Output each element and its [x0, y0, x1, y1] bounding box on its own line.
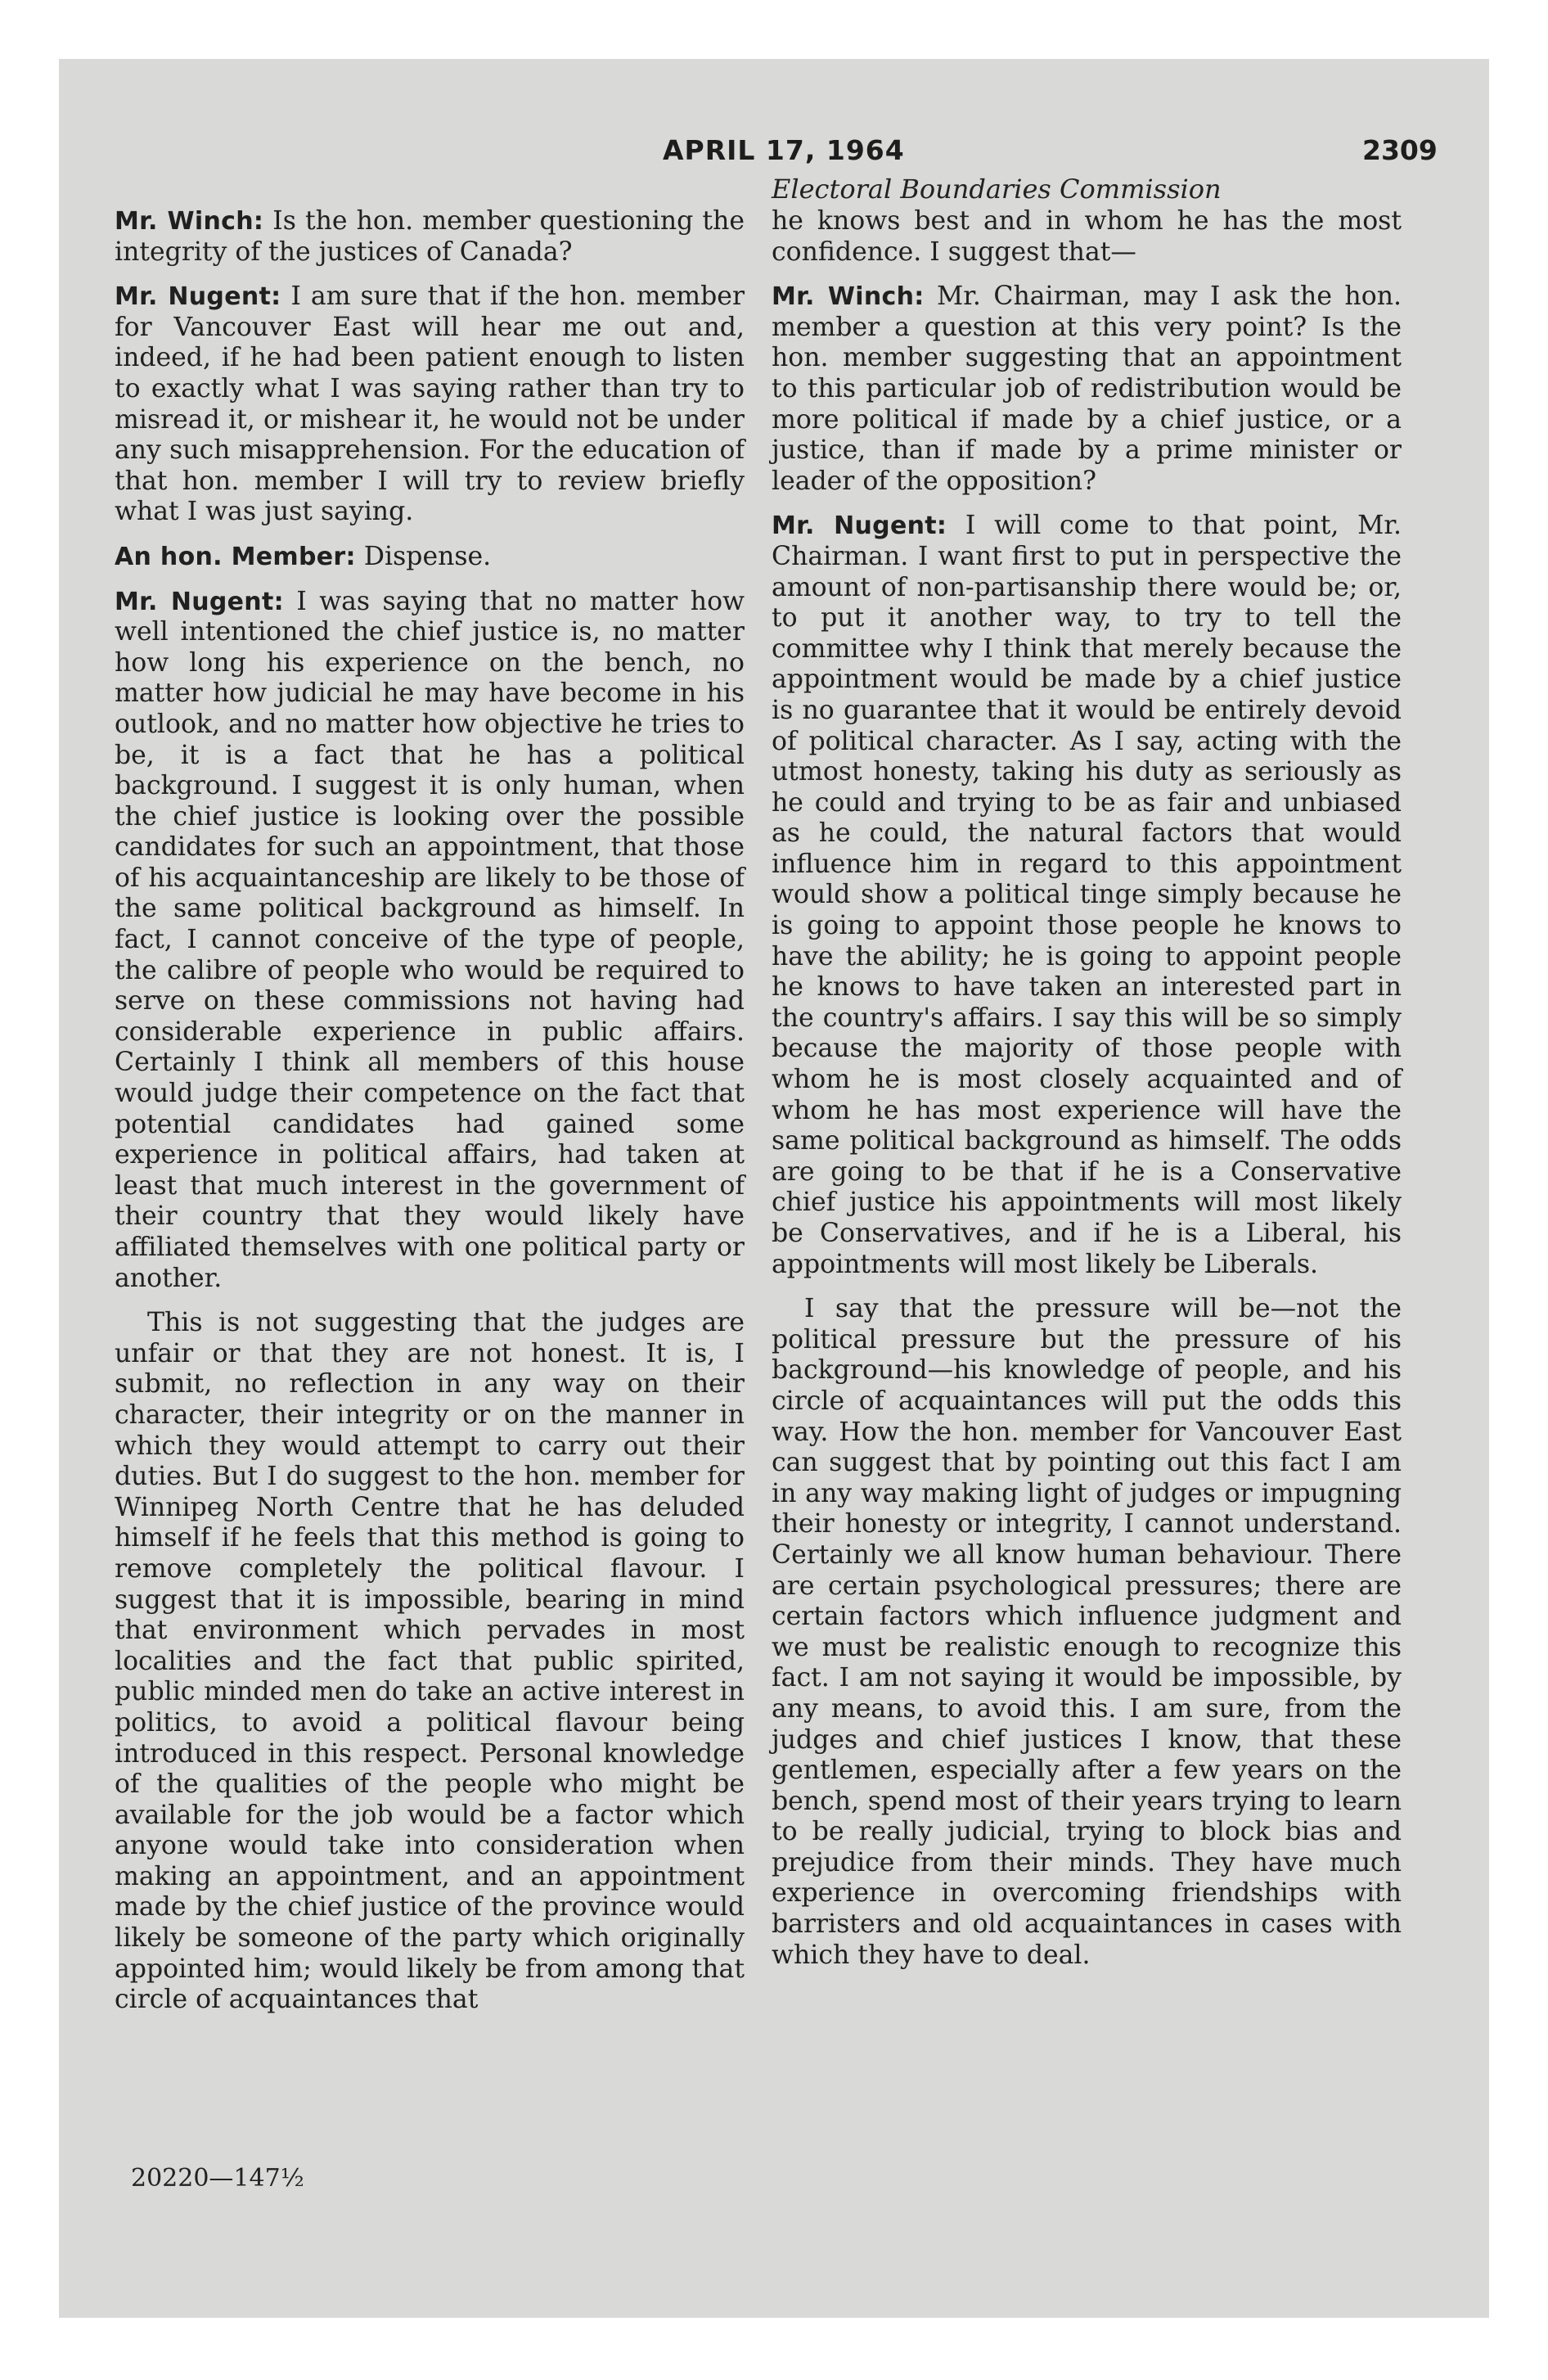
- paragraph: [772, 1294, 1402, 1971]
- paragraph: [115, 542, 745, 573]
- paragraph: [772, 282, 1402, 497]
- speaker-name: Mr. Winch:: [772, 282, 925, 312]
- paragraph-text: I was saying that no matter how well intentioned the chief justice is, no matter how long his experience on the bench, no matter how judicial he may have become in his outlook, and no matter how objective he tries to be, it is a fact that he has a political background. I suggest it is only human, when the chief justice is looking over the possible candidates for such an appointment, that those of his acquaintanceship are likely to be those of the same political background as himself. In fact, I cannot conceive of the type of people, the calibre of people who would be required to serve on these commissions not having had considerable experience in public affairs. Certainly I think all members of this house would judge their competence on the fact that potential candidates had gained some experience in political affairs, had taken at least that much interest in the government of their country that they would likely have affiliated themselves with one political party or another.: [115, 586, 745, 1293]
- paragraph-text: I will come to that point, Mr. Chairman. I want first to put in perspective the amount of non-partisanship there would be; or, to put it another way, to try to tell the committee why I think that merely because the appointment would be made by a chief justice is no guarantee that it would be entirely devoid of political character. As I say, acting with the utmost honesty, taking his duty as seriously as he could and trying to be as fair and unbiased as he could, the natural factors that would influence him in regard to this appointment would show a political tinge simply because he is going to appoint those people he knows to have the ability; he is going to appoint people he knows to have taken an interested part in the country's affairs. I say this will be so simply because the majority of those people with whom he is most closely acquainted and of whom he has most experience will have the same political background as himself. The odds are going to be that if he is a Conservative chief justice his appointments will most likely be Conservatives, and if he is a Liberal, his appointments will most likely be Liberals.: [772, 511, 1402, 1279]
- speaker-name: An hon. Member:: [115, 542, 356, 571]
- left-column: [115, 206, 745, 2030]
- paragraph-text: This is not suggesting that the judges are unfair or that they are not honest. It is, I submit, no reflection in any way on their character, their integrity or on the manner in which they would attempt to carry out their duties. But I do suggest to the hon. member for Winnipeg North Centre that he has deluded himself if he feels that this method is going to remove completely the political flavour. I suggest that it is impossible, bearing in mind that environment which pervades in most localities and the fact that public spirited, public minded men do take an active interest in politics, to avoid a political flavour being introduced in this respect. Personal knowledge of the qualities of the people who might be available for the job would be a factor which anyone would take into consideration when making an appointment, and an appointment made by the chief justice of the province would likely be someone of the party which originally appointed him; would likely be from among that circle of acquaintances that: [115, 1308, 745, 2015]
- paragraph: [115, 1308, 745, 2016]
- section-subtitle: Electoral Boundaries Commission: [772, 174, 1222, 205]
- paragraph-text: Mr. Chairman, may I ask the hon. member a question at this very point? Is the hon. member suggesting that an appointment to this particular job of redistribution would be more political if made by a chief justice, or a justice, than if made by a prime minister or leader of the opposition?: [772, 282, 1402, 496]
- paragraph: [772, 511, 1402, 1280]
- signature-mark: 20220—147½: [131, 2164, 304, 2193]
- paragraph: [772, 206, 1402, 268]
- speaker-name: Mr. Nugent:: [115, 282, 281, 312]
- speaker-name: Mr. Nugent:: [772, 512, 947, 541]
- paragraph-text: I am sure that if the hon. member for Vancouver East will hear me out and, indeed, if he had been patient enough to listen to exactly what I was saying rather than try to misread it, or mishear it, he would not be under any such misapprehension. For the education of that hon. member I will try to review briefly what I was just saying.: [115, 282, 745, 527]
- paragraph: [115, 587, 745, 1295]
- paragraph: [115, 206, 745, 268]
- right-column: [772, 206, 1402, 1985]
- paragraph-text: Dispense.: [363, 541, 492, 571]
- paragraph-text: he knows best and in whom he has the most confidence. I suggest that—: [772, 206, 1402, 267]
- paragraph-text: Is the hon. member questioning the integrity of the justices of Canada?: [115, 206, 745, 267]
- page-number: 2309: [1362, 134, 1438, 166]
- page-header: [0, 134, 1548, 175]
- speaker-name: Mr. Nugent:: [115, 587, 284, 616]
- speaker-name: Mr. Winch:: [115, 207, 264, 236]
- paragraph-text: I say that the pressure will be—not the political pressure but the pressure of his background—his knowledge of people, and his circle of acquaintances will put the odds this way. How the hon. member for Vancouver East can suggest that by pointing out this fact I am in any way making light of judges or impugning their honesty or integrity, I cannot understand. Certainly we all know human behaviour. There are certain psychological pressures; there are certain factors which influence judgment and we must be realistic enough to recognize this fact. I am not saying it would be impossible, by any means, to avoid this. I am sure, from the judges and chief justices I know, that these gentlemen, especially after a few years on the bench, spend most of their years trying to learn to be really judicial, trying to block bias and prejudice from their minds. They have much experience in overcoming friendships with barristers and old acquaintances in cases with which they have to deal.: [772, 1294, 1402, 1970]
- header-date: APRIL 17, 1964: [663, 134, 905, 166]
- paragraph: [115, 282, 745, 528]
